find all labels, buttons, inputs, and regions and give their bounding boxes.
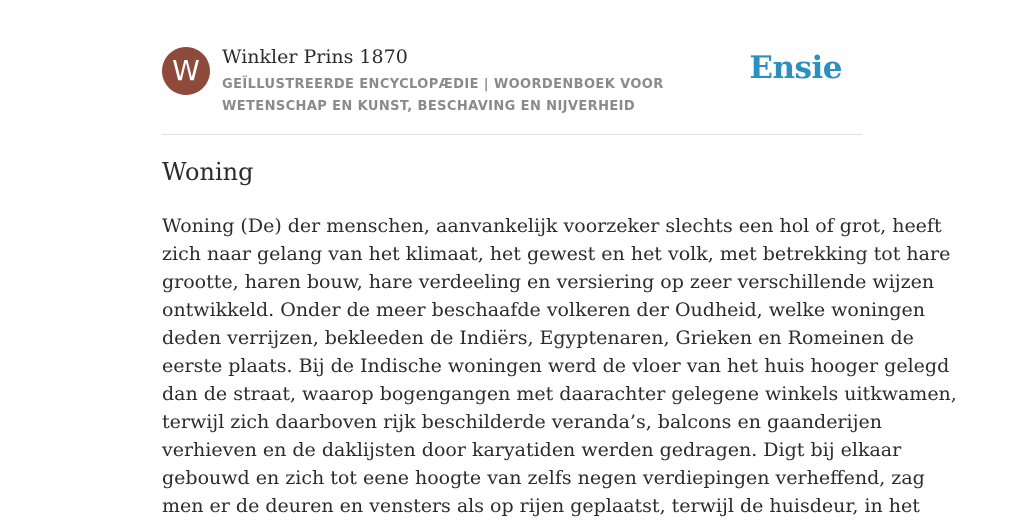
page-container — [162, 0, 957, 517]
publication-header — [162, 0, 862, 135]
article-line: gebouwd en zich tot eene hoogte van zelfs negen verdiepingen verheffend, zag — [162, 467, 925, 489]
article-line: eerste plaats. Bij de Indische woningen werd de vloer van het huis hooger gelegd — [162, 355, 950, 377]
article-line: verhieven en de daklijsten door karyatiden werden gedragen. Digt bij elkaar — [162, 439, 902, 461]
article-body — [162, 212, 957, 520]
publication-subtitle: GEÏLLUSTREERDE ENCYCLOPÆDIE | WOORDENBOEK VOOR WETENSCHAP EN KUNST, BESCHAVING EN NIJVERHEID — [222, 77, 664, 114]
publication-avatar[interactable]: W — [162, 47, 210, 95]
article-line: deden verrijzen, bekleeden de Indiërs, Egyptenaren, Grieken en Romeinen de — [162, 327, 914, 349]
article-line: terwijl zich daarboven rijk beschilderde veranda’s, balcons en gaanderijen — [162, 411, 882, 433]
article-title: Woning — [162, 158, 254, 186]
article-line: Woning (De) der menschen, aanvankelijk voorzeker slechts een hol of grot, heeft — [162, 215, 942, 237]
article-line: grootte, haren bouw, hare verdeeling en versiering op zeer verschillende wijzen — [162, 271, 935, 293]
publication-title[interactable]: Winkler Prins 1870 — [222, 46, 408, 68]
article-line: ontwikkeld. Onder de meer beschaafde volkeren der Oudheid, welke woningen — [162, 299, 926, 321]
article-line: men er de deuren en vensters als op rijen geplaatst, terwijl de huisdeur, in het — [162, 495, 920, 517]
article-line: dan de straat, waarop bogengangen met daarachter gelegene winkels uitkwamen, — [162, 383, 957, 405]
article-line: zich naar gelang van het klimaat, het gewest en het volk, met betrekking tot hare — [162, 243, 951, 265]
ensie-logo[interactable]: Ensie — [749, 50, 842, 86]
